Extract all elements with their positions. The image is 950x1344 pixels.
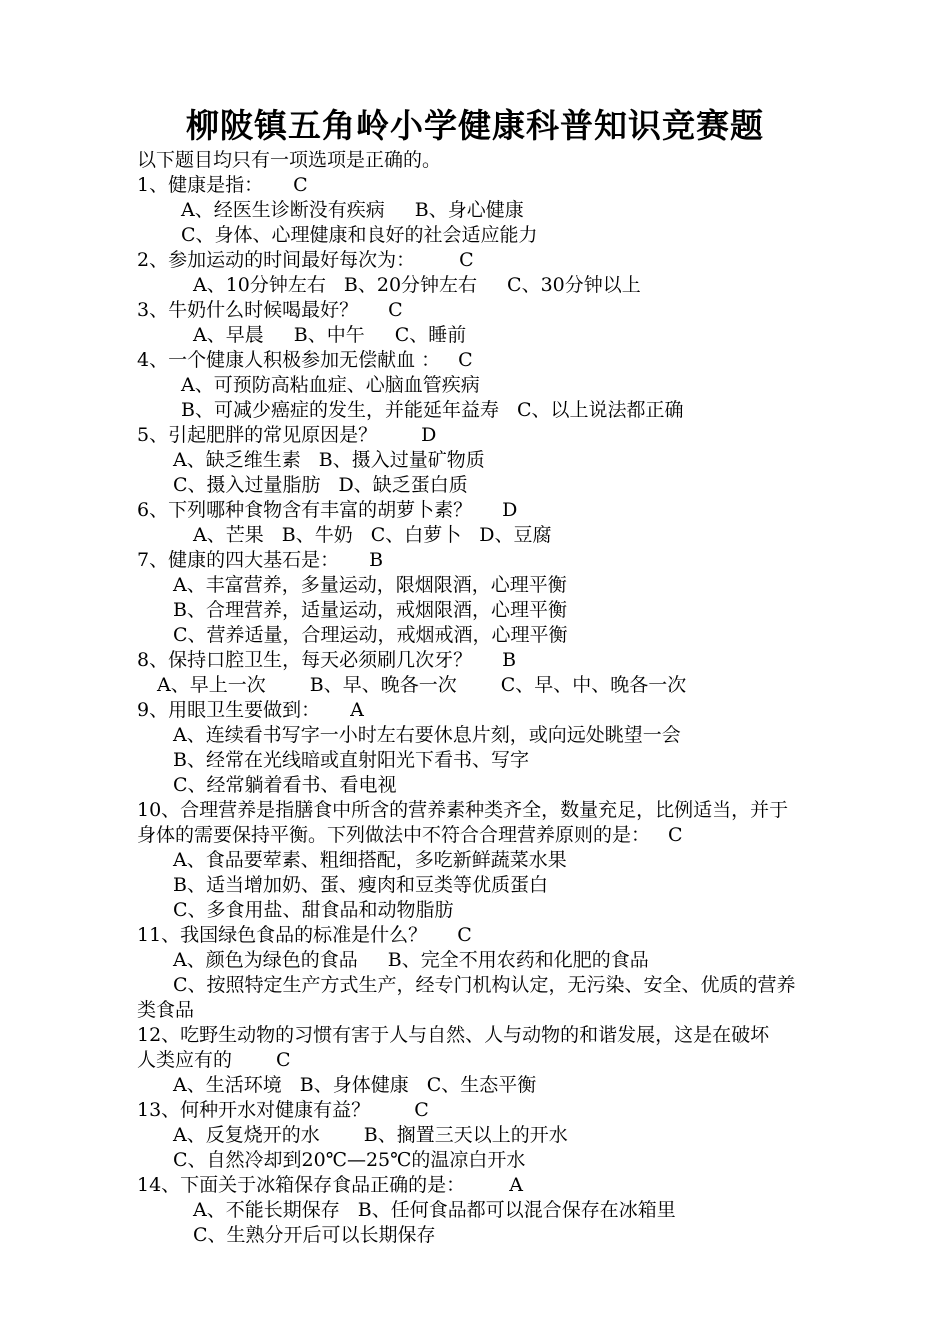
question-4 [137,348,867,373]
q7-option-a: A、丰富营养，多量运动，限烟限酒，心理平衡 [173,574,567,596]
question-1 [137,173,867,198]
question-7 [137,548,867,573]
question-9-option-b [137,748,867,773]
question-5-answer: D [421,424,437,446]
q5-option-d: D、缺乏蛋白质 [338,474,468,496]
q9-option-c: C、经常躺着看书、看电视 [173,774,397,796]
question-1-text: 1、健康是指： [137,174,264,196]
q10-option-a: A、食品要荤素、粗细搭配，多吃新鲜蔬菜水果 [173,849,567,871]
q3-option-a: A、早晨 [193,324,264,346]
q2-option-c: C、30分钟以上 [507,274,641,296]
q13-option-b: B、搁置三天以上的开水 [363,1124,568,1146]
question-14-option-c [137,1223,867,1248]
q14-option-c: C、生熟分开后可以长期保存 [193,1224,436,1246]
q2-option-a: A、10分钟左右 [193,274,326,296]
question-7-option-c [137,623,867,648]
q3-option-b: B、中午 [293,324,365,346]
question-11-option-c-line-2 [137,998,867,1023]
question-5-text: 5、引起肥胖的常见原因是？ [137,424,378,446]
question-9-option-a [137,723,867,748]
question-6-answer: D [502,499,518,521]
question-10-text-2: 身体的需要保持平衡。下列做法中不符合合理营养原则的是： [137,824,651,846]
intro-text: 以下题目均只有一项选项是正确的。 [137,149,442,171]
question-14-text: 14、下面关于冰箱保存食品正确的是： [137,1174,466,1196]
question-14-options-ab [137,1198,867,1223]
question-13-option-c [137,1148,867,1173]
question-7-text: 7、健康的四大基石是： [137,549,340,571]
question-11-option-c-line-1 [137,973,867,998]
question-4-option-a [137,373,867,398]
q7-option-b: B、合理营养，适量运动，戒烟限酒，心理平衡 [173,599,567,621]
quiz-content [137,148,867,1248]
question-4-text: 4、一个健康人积极参加无偿献血 ： [137,349,441,371]
question-3-options [137,323,867,348]
q12-option-a: A、生活环境 [173,1074,282,1096]
q11-option-b: B、完全不用农药和化肥的食品 [387,949,649,971]
q3-option-c: C、睡前 [394,324,467,346]
q11-option-c-2: 类食品 [137,999,195,1021]
question-12-line-1 [137,1023,867,1048]
question-12-text-1: 12、吃野生动物的习惯有害于人与自然、人与动物的和谐发展，这是在破坏 [137,1024,770,1046]
question-6-options [137,523,867,548]
question-8 [137,648,867,673]
q10-option-c: C、多食用盐、甜食品和动物脂肪 [173,899,454,921]
question-7-option-b [137,598,867,623]
q12-option-b: B、身体健康 [299,1074,409,1096]
question-4-options-bc [137,398,867,423]
question-11 [137,923,867,948]
q6-option-c: C、白萝卜 [370,524,462,546]
q8-option-a: A、早上一次 [157,674,266,696]
question-8-text: 8、保持口腔卫生，每天必须刷几次牙？ [137,649,473,671]
question-10-line-2 [137,823,867,848]
q6-option-a: A、芒果 [193,524,264,546]
q10-option-b: B、适当增加奶、蛋、瘦肉和豆类等优质蛋白 [173,874,548,896]
question-1-options-ab [137,198,867,223]
q5-option-c: C、摄入过量脂肪 [173,474,321,496]
q6-option-d: D、豆腐 [479,524,552,546]
question-12-answer: C [276,1049,291,1071]
question-5-options-ab [137,448,867,473]
question-6 [137,498,867,523]
question-14-answer: A [509,1174,523,1196]
q14-option-a: A、不能长期保存 [193,1199,340,1221]
question-8-answer: B [502,649,517,671]
question-10-option-c [137,898,867,923]
q2-option-b: B、20分钟左右 [343,274,478,296]
question-11-options-ab [137,948,867,973]
q13-option-c: C、自然冷却到20℃—25℃的温凉白开水 [173,1149,526,1171]
question-11-text: 11、我国绿色食品的标准是什么？ [137,924,428,946]
question-9 [137,698,867,723]
question-14 [137,1173,867,1198]
q11-option-a: A、颜色为绿色的食品 [173,949,358,971]
q13-option-a: A、反复烧开的水 [173,1124,320,1146]
q4-option-c: C、以上说法都正确 [516,399,684,421]
question-12-text-2: 人类应有的 [137,1049,233,1071]
question-5-options-cd [137,473,867,498]
question-10-line-1 [137,798,867,823]
q9-option-a: A、连续看书写字一小时左右要休息片刻，或向远处眺望一会 [173,724,681,746]
q9-option-b: B、经常在光线暗或直射阳光下看书、写字 [173,749,529,771]
question-9-answer: A [350,699,364,721]
q1-option-a: A、经医生诊断没有疾病 [181,199,385,221]
question-9-text: 9、用眼卫生要做到： [137,699,321,721]
q8-option-c: C、早、中、晚各一次 [500,674,687,696]
question-13-answer: C [414,1099,429,1121]
q8-option-b: B、早、晚各一次 [309,674,457,696]
question-12-options [137,1073,867,1098]
question-11-answer: C [457,924,472,946]
q11-option-c-1: C、按照特定生产方式生产，经专门机构认定，无污染、安全、优质的营养 [173,974,796,996]
q6-option-b: B、牛奶 [281,524,353,546]
q4-option-b: B、可减少癌症的发生，并能延年益寿 [181,399,499,421]
question-13-options-ab [137,1123,867,1148]
question-2-text: 2、参加运动的时间最好每次为： [137,249,416,271]
page-title: 柳陂镇五角岭小学健康科普知识竞赛题 [186,106,764,145]
question-2-options [137,273,867,298]
question-10-text-1: 10、合理营养是指膳食中所含的营养素种类齐全，数量充足，比例适当，并于 [137,799,789,821]
question-7-option-a [137,573,867,598]
q5-option-b: B、摄入过量矿物质 [318,449,485,471]
question-3-text: 3、牛奶什么时候喝最好？ [137,299,359,321]
q4-option-a: A、可预防高粘血症、心脑血管疾病 [181,374,480,396]
q5-option-a: A、缺乏维生素 [173,449,301,471]
q12-option-c: C、生态平衡 [426,1074,537,1096]
question-10-option-a [137,848,867,873]
q14-option-b: B、任何食品都可以混合保存在冰箱里 [357,1199,676,1221]
question-1-option-c [137,223,867,248]
question-12-line-2 [137,1048,867,1073]
q7-option-c: C、营养适量，合理运动，戒烟戒酒，心理平衡 [173,624,568,646]
question-3-answer: C [388,299,403,321]
question-13 [137,1098,867,1123]
q1-option-b: B、身心健康 [414,199,524,221]
question-4-answer: C [458,349,473,371]
question-8-options [137,673,867,698]
question-13-text: 13、何种开水对健康有益？ [137,1099,371,1121]
q1-option-c: C、身体、心理健康和良好的社会适应能力 [181,224,538,246]
question-1-answer: C [293,174,308,196]
question-10-option-b [137,873,867,898]
question-2-answer: C [459,249,474,271]
question-2 [137,248,867,273]
question-9-option-c [137,773,867,798]
question-7-answer: B [369,549,384,571]
question-5 [137,423,867,448]
question-3 [137,298,867,323]
question-6-text: 6、下列哪种食物含有丰富的胡萝卜素？ [137,499,473,521]
question-10-answer: C [668,824,683,846]
